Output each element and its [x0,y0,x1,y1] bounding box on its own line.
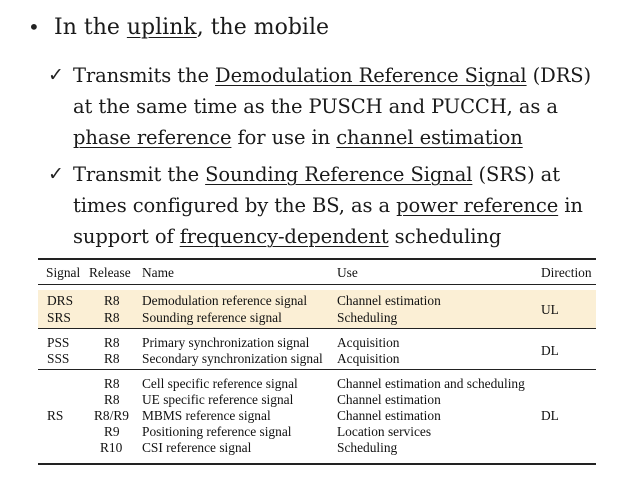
srs-term: Sounding Reference Signal [205,163,473,186]
bullet-uplink [28,12,329,43]
table-top-rule [38,258,596,260]
use-cell: Channel estimation and scheduling [337,376,525,391]
checkmark-icon: ✓ [48,64,64,86]
header-rule [38,284,596,285]
sub-bullet-srs [48,159,628,252]
checkmark-icon: ✓ [48,163,64,185]
release-cell: R8 [104,351,120,366]
use-cell: Channel estimation [337,392,441,407]
text-seg: Transmits the [73,64,216,87]
direction-cell: UL [541,302,559,317]
bullet-dot-icon: • [28,15,40,39]
signal-cell: DRS [47,293,74,308]
text-seg: (SRS) at [472,163,560,186]
uplink-term: uplink [126,15,197,40]
header-release: Release [89,265,131,280]
text-seg: times configured by the BS, as a [73,194,397,217]
signal-cell: RS [47,408,64,423]
name-cell: Demodulation reference signal [142,293,308,308]
signal-cell: SSS [47,351,70,366]
release-cell: R8 [104,335,120,350]
header-signal: Signal [46,265,81,280]
text-seg: scheduling [388,225,502,248]
text-seg: (DRS) [526,64,592,87]
use-cell: Scheduling [337,310,398,325]
release-cell: R8/R9 [94,408,129,423]
channel-estimation-term: channel estimation [336,126,523,149]
name-cell: Positioning reference signal [142,424,292,439]
use-cell: Location services [337,424,432,439]
text-seg: at the same time as the PUSCH and PUCCH, as a [73,95,558,118]
group-rule [38,328,596,329]
group-rule [38,369,596,370]
direction-cell: DL [541,343,559,358]
ul-rows-highlight [38,290,596,328]
text-seg: for use in [231,126,337,149]
text-seg: Transmit the [73,163,206,186]
use-cell: Acquisition [337,335,400,350]
signal-cell: SRS [47,310,71,325]
header-direction: Direction [541,265,592,280]
name-cell: Sounding reference signal [142,310,282,325]
power-reference-term: power reference [396,194,559,217]
frequency-dependent-term: frequency-dependent [179,225,389,248]
use-cell: Channel estimation [337,408,441,423]
header-name: Name [142,265,174,280]
release-cell: R10 [100,440,123,455]
text-seg: support of [73,225,180,248]
bullet-text [54,15,329,40]
bullet-post: , the mobile [196,15,329,40]
sub-bullet-srs-text [73,159,628,252]
name-cell: Secondary synchronization signal [142,351,323,366]
release-cell: R8 [104,310,120,325]
signal-cell: PSS [47,335,70,350]
name-cell: Primary synchronization signal [142,335,310,350]
reference-signals-table [38,258,596,465]
release-cell: R8 [104,293,120,308]
release-cell: R8 [104,376,120,391]
header-use: Use [337,265,358,280]
release-cell: R8 [104,392,120,407]
name-cell: CSI reference signal [142,440,252,455]
sub-bullet-drs [48,60,628,153]
use-cell: Scheduling [337,440,398,455]
phase-reference-term: phase reference [73,126,232,149]
use-cell: Acquisition [337,351,400,366]
name-cell: Cell specific reference signal [142,376,298,391]
text-seg: in [558,194,583,217]
table-bottom-rule [38,463,596,465]
drs-term: Demodulation Reference Signal [215,64,527,87]
name-cell: MBMS reference signal [142,408,271,423]
name-cell: UE specific reference signal [142,392,294,407]
sub-bullet-drs-text [73,60,628,153]
use-cell: Channel estimation [337,293,441,308]
bullet-pre: In the [54,15,127,40]
direction-cell: DL [541,408,559,423]
release-cell: R9 [104,424,120,439]
